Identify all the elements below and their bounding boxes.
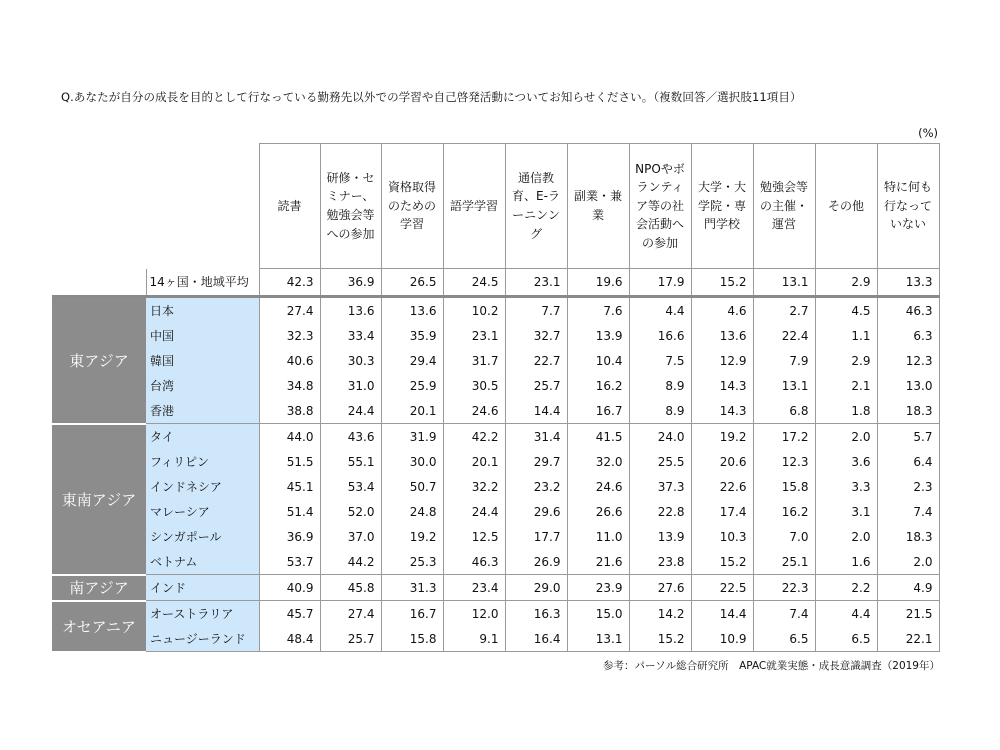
cell-value: 40.9 (259, 575, 320, 601)
cell-value: 30.3 (320, 348, 381, 373)
average-value: 19.6 (567, 269, 629, 297)
cell-value: 24.0 (629, 424, 691, 450)
cell-value: 17.4 (691, 499, 753, 524)
cell-value: 5.7 (877, 424, 939, 450)
cell-value: 25.1 (753, 549, 815, 575)
region-label: 東南アジア (52, 424, 146, 575)
country-label: フィリピン (146, 449, 259, 474)
cell-value: 6.3 (877, 323, 939, 348)
cell-value: 3.3 (815, 474, 877, 499)
cell-value: 17.7 (505, 524, 567, 549)
cell-value: 51.4 (259, 499, 320, 524)
cell-value: 16.7 (567, 398, 629, 424)
table-row (52, 626, 939, 652)
cell-value: 11.0 (567, 524, 629, 549)
country-label: タイ (146, 424, 259, 450)
cell-value: 31.3 (381, 575, 443, 601)
column-header-line: 運営 (771, 217, 796, 232)
cell-value: 37.0 (320, 524, 381, 549)
cell-value: 13.9 (629, 524, 691, 549)
cell-value: 14.4 (691, 601, 753, 627)
table-row (52, 549, 939, 575)
country-label: インド (146, 575, 259, 601)
cell-value: 25.3 (381, 549, 443, 575)
question-text: Q.あなたが自分の成長を目的として行なっている勤務先以外での学習や自己啓発活動についてお知らせください。（複数回答／選択肢11項目） (61, 90, 802, 104)
column-header (691, 144, 753, 269)
cell-value: 46.3 (877, 297, 939, 324)
cell-value: 20.6 (691, 449, 753, 474)
column-header-line: 業 (591, 208, 604, 222)
cell-value: 2.0 (815, 524, 877, 549)
cell-value: 25.7 (320, 626, 381, 652)
cell-value: 24.6 (567, 474, 629, 499)
cell-value: 4.5 (815, 297, 877, 324)
cell-value: 25.9 (381, 373, 443, 398)
cell-value: 7.5 (629, 348, 691, 373)
column-header-line: への参加 (326, 226, 375, 241)
region-label: 南アジア (52, 575, 146, 601)
column-header-line: その他 (827, 198, 864, 213)
cell-value: 14.3 (691, 398, 753, 424)
country-label: 香港 (146, 398, 259, 424)
cell-value: 16.7 (381, 601, 443, 627)
cell-value: 7.9 (753, 348, 815, 373)
cell-value: 22.1 (877, 626, 939, 652)
cell-value: 40.6 (259, 348, 320, 373)
cell-value: 22.5 (691, 575, 753, 601)
cell-value: 7.7 (505, 297, 567, 324)
cell-value: 13.0 (877, 373, 939, 398)
cell-value: 15.2 (629, 626, 691, 652)
cell-value: 29.6 (505, 499, 567, 524)
region-label: オセアニア (52, 601, 146, 652)
column-header-line: 学院・専 (697, 198, 746, 213)
cell-value: 23.9 (567, 575, 629, 601)
column-header-line: 門学校 (703, 217, 740, 232)
cell-value: 15.2 (691, 549, 753, 575)
column-header-line: 通信教 (517, 170, 554, 185)
cell-value: 13.6 (320, 297, 381, 324)
cell-value: 23.1 (443, 323, 505, 348)
header-blank (52, 144, 146, 269)
average-value: 36.9 (320, 269, 381, 297)
survey-table (52, 143, 940, 653)
column-header (443, 144, 505, 269)
cell-value: 13.6 (691, 323, 753, 348)
cell-value: 23.8 (629, 549, 691, 575)
average-value: 26.5 (381, 269, 443, 297)
column-header-line: ア等の社 (635, 198, 684, 213)
cell-value: 31.0 (320, 373, 381, 398)
average-value: 2.9 (815, 269, 877, 297)
cell-value: 7.4 (877, 499, 939, 524)
cell-value: 18.3 (877, 398, 939, 424)
cell-value: 51.5 (259, 449, 320, 474)
cell-value: 31.7 (443, 348, 505, 373)
cell-value: 41.5 (567, 424, 629, 450)
cell-value: 23.2 (505, 474, 567, 499)
country-label: 日本 (146, 297, 259, 324)
cell-value: 23.4 (443, 575, 505, 601)
cell-value: 20.1 (443, 449, 505, 474)
cell-value: 37.3 (629, 474, 691, 499)
cell-value: 29.0 (505, 575, 567, 601)
source-note: 参考：パーソル総合研究所 APAC就業実態・成長意識調査（2019年） (603, 660, 940, 672)
cell-value: 55.1 (320, 449, 381, 474)
cell-value: 34.8 (259, 373, 320, 398)
cell-value: 4.4 (629, 297, 691, 324)
cell-value: 27.4 (259, 297, 320, 324)
cell-value: 1.1 (815, 323, 877, 348)
cell-value: 33.4 (320, 323, 381, 348)
cell-value: 13.6 (381, 297, 443, 324)
column-header-line: 読書 (277, 198, 302, 213)
cell-value: 30.5 (443, 373, 505, 398)
cell-value: 17.2 (753, 424, 815, 450)
cell-value: 1.6 (815, 549, 877, 575)
cell-value: 2.1 (815, 373, 877, 398)
cell-value: 4.6 (691, 297, 753, 324)
cell-value: 3.1 (815, 499, 877, 524)
table-row (52, 449, 939, 474)
cell-value: 14.2 (629, 601, 691, 627)
cell-value: 2.9 (815, 348, 877, 373)
cell-value: 2.7 (753, 297, 815, 324)
cell-value: 44.0 (259, 424, 320, 450)
cell-value: 15.8 (753, 474, 815, 499)
cell-value: 3.6 (815, 449, 877, 474)
cell-value: 22.6 (691, 474, 753, 499)
column-header (629, 144, 691, 269)
cell-value: 38.8 (259, 398, 320, 424)
cell-value: 53.7 (259, 549, 320, 575)
table-row (52, 348, 939, 373)
average-value: 17.9 (629, 269, 691, 297)
average-value: 24.5 (443, 269, 505, 297)
cell-value: 24.6 (443, 398, 505, 424)
average-value: 13.3 (877, 269, 939, 297)
header-blank (146, 144, 259, 269)
column-header-line: 研修・セ (326, 170, 375, 185)
cell-value: 45.8 (320, 575, 381, 601)
column-header-line: 大学・大 (697, 180, 746, 195)
cell-value: 9.1 (443, 626, 505, 652)
average-row (52, 269, 939, 297)
cell-value: 32.2 (443, 474, 505, 499)
cell-value: 13.1 (753, 373, 815, 398)
cell-value: 43.6 (320, 424, 381, 450)
table-row (52, 373, 939, 398)
cell-value: 25.7 (505, 373, 567, 398)
cell-value: 24.4 (320, 398, 381, 424)
average-value: 42.3 (259, 269, 320, 297)
cell-value: 53.4 (320, 474, 381, 499)
cell-value: 27.6 (629, 575, 691, 601)
cell-value: 12.3 (753, 449, 815, 474)
cell-value: 1.8 (815, 398, 877, 424)
column-header-line: ランティ (636, 180, 684, 195)
cell-value: 46.3 (443, 549, 505, 575)
cell-value: 16.3 (505, 601, 567, 627)
cell-value: 32.0 (567, 449, 629, 474)
country-label: 韓国 (146, 348, 259, 373)
table-row (52, 398, 939, 424)
unit-label: (%) (918, 126, 938, 140)
average-blank (52, 269, 146, 297)
cell-value: 19.2 (691, 424, 753, 450)
cell-value: 26.9 (505, 549, 567, 575)
cell-value: 31.9 (381, 424, 443, 450)
cell-value: 36.9 (259, 524, 320, 549)
cell-value: 50.7 (381, 474, 443, 499)
cell-value: 29.4 (381, 348, 443, 373)
country-label: ニュージーランド (146, 626, 259, 652)
cell-value: 6.5 (753, 626, 815, 652)
column-header-line: 勉強会等 (759, 180, 808, 195)
column-header (567, 144, 629, 269)
cell-value: 4.4 (815, 601, 877, 627)
cell-value: 24.8 (381, 499, 443, 524)
cell-value: 18.3 (877, 524, 939, 549)
cell-value: 10.3 (691, 524, 753, 549)
country-label: シンガポール (146, 524, 259, 549)
cell-value: 31.4 (505, 424, 567, 450)
cell-value: 32.3 (259, 323, 320, 348)
country-label: インドネシア (146, 474, 259, 499)
cell-value: 16.2 (567, 373, 629, 398)
column-header-line: グ (529, 226, 542, 241)
column-header-line: ミナー、 (326, 189, 375, 204)
table-row (52, 575, 939, 601)
cell-value: 27.4 (320, 601, 381, 627)
column-header-line: 資格取得 (387, 180, 436, 195)
cell-value: 25.5 (629, 449, 691, 474)
column-header-line: の参加 (641, 235, 678, 250)
cell-value: 45.1 (259, 474, 320, 499)
table-row (52, 323, 939, 348)
cell-value: 10.4 (567, 348, 629, 373)
cell-value: 2.3 (877, 474, 939, 499)
cell-value: 45.7 (259, 601, 320, 627)
column-header-line: のための (387, 198, 436, 213)
table-row (52, 424, 939, 450)
cell-value: 29.7 (505, 449, 567, 474)
column-header-line: 育、E-ラ (512, 189, 560, 204)
table-body (52, 269, 939, 652)
cell-value: 4.9 (877, 575, 939, 601)
average-value: 23.1 (505, 269, 567, 297)
column-header-line: 副業・兼 (573, 189, 622, 204)
cell-value: 20.1 (381, 398, 443, 424)
column-header-line: 学習 (399, 217, 424, 232)
country-label: 中国 (146, 323, 259, 348)
column-header (877, 144, 939, 269)
cell-value: 42.2 (443, 424, 505, 450)
column-header (815, 144, 877, 269)
cell-value: 8.9 (629, 398, 691, 424)
column-header-line: 行なって (883, 198, 932, 213)
cell-value: 44.2 (320, 549, 381, 575)
average-label: 14ヶ国・地域平均 (146, 269, 259, 297)
cell-value: 48.4 (259, 626, 320, 652)
cell-value: 35.9 (381, 323, 443, 348)
column-header-line: 語学学習 (449, 198, 498, 213)
country-label: 台湾 (146, 373, 259, 398)
cell-value: 12.0 (443, 601, 505, 627)
cell-value: 8.9 (629, 373, 691, 398)
column-header (320, 144, 381, 269)
table-row (52, 297, 939, 324)
cell-value: 52.0 (320, 499, 381, 524)
cell-value: 22.7 (505, 348, 567, 373)
table-row (52, 474, 939, 499)
cell-value: 14.4 (505, 398, 567, 424)
average-value: 15.2 (691, 269, 753, 297)
table-row (52, 601, 939, 627)
cell-value: 21.6 (567, 549, 629, 575)
column-header-line: 勉強会等 (326, 208, 375, 222)
cell-value: 10.9 (691, 626, 753, 652)
cell-value: 16.6 (629, 323, 691, 348)
cell-value: 6.4 (877, 449, 939, 474)
cell-value: 22.4 (753, 323, 815, 348)
cell-value: 12.3 (877, 348, 939, 373)
column-header (753, 144, 815, 269)
column-header (259, 144, 320, 269)
cell-value: 14.3 (691, 373, 753, 398)
cell-value: 12.9 (691, 348, 753, 373)
cell-value: 26.6 (567, 499, 629, 524)
column-header-line: ーニンン (512, 208, 560, 222)
column-header-line: NPOやボ (635, 161, 685, 176)
cell-value: 16.4 (505, 626, 567, 652)
country-label: オーストラリア (146, 601, 259, 627)
cell-value: 22.8 (629, 499, 691, 524)
column-header-line: いない (889, 217, 926, 232)
cell-value: 7.6 (567, 297, 629, 324)
column-header-line: 会活動へ (635, 217, 684, 232)
region-label: 東アジア (52, 297, 146, 424)
cell-value: 15.0 (567, 601, 629, 627)
cell-value: 2.2 (815, 575, 877, 601)
cell-value: 16.2 (753, 499, 815, 524)
cell-value: 12.5 (443, 524, 505, 549)
column-header-line: 特に何も (883, 180, 932, 195)
cell-value: 6.8 (753, 398, 815, 424)
cell-value: 32.7 (505, 323, 567, 348)
column-header (505, 144, 567, 269)
cell-value: 30.0 (381, 449, 443, 474)
table-row (52, 499, 939, 524)
table-row (52, 524, 939, 549)
cell-value: 21.5 (877, 601, 939, 627)
cell-value: 6.5 (815, 626, 877, 652)
cell-value: 7.4 (753, 601, 815, 627)
cell-value: 22.3 (753, 575, 815, 601)
column-header-line: の主催・ (759, 198, 808, 213)
cell-value: 2.0 (815, 424, 877, 450)
cell-value: 7.0 (753, 524, 815, 549)
country-label: ベトナム (146, 549, 259, 575)
column-header (381, 144, 443, 269)
cell-value: 13.9 (567, 323, 629, 348)
cell-value: 19.2 (381, 524, 443, 549)
cell-value: 24.4 (443, 499, 505, 524)
country-label: マレーシア (146, 499, 259, 524)
header-row (52, 144, 939, 269)
cell-value: 15.8 (381, 626, 443, 652)
cell-value: 2.0 (877, 549, 939, 575)
cell-value: 13.1 (567, 626, 629, 652)
cell-value: 10.2 (443, 297, 505, 324)
average-value: 13.1 (753, 269, 815, 297)
